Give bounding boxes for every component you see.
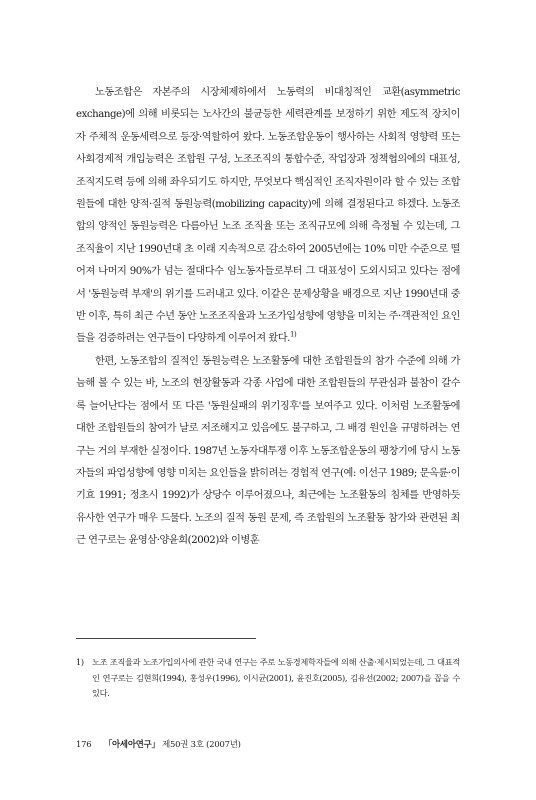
- footnote-text: 노조 조직율과 노조가입의사에 관한 국내 연구는 주로 노동경제학자들에 의해 산출·제시되었는데, 그 대표적인 연구로는 김현희(1994), 홍성우(1996), 이시균(2001), 윤진호(2005), 김유선(2002; 2007)을 꼽을 수 있다.: [92, 657, 460, 698]
- paragraph-2: 한편, 노동조합의 질적인 동원능력은 노조활동에 대한 조합원들의 참가 수준에 의해 가늠해 볼 수 있는 바, 노조의 현장활동과 각종 사업에 대한 조합원들의 무관심과 불참이 갈수록 늘어난다는 점에서 또 다른 '동원실패의 위기징후'를 보여주고 있다. 이처럼 노조활동에 대한 조합원들의 참여가 날로 저조해지고 있음에도 불구하고, 그 배경 원인을 규명하려는 연구는 거의 부재한 실정이다. 1987년 노동자대투쟁 이후 노동조합운동의 팽창기에 당시 노동자들의 파업성향에 영향 미치는 요인들을 밝히려는 경험적 연구(예: 이선구 1989; 문옥륜·이기효 1991; 정초시 1992)가 상당수 이루어졌으나, 최근에는 노조활동의 침체를 반영하듯 유사한 연구가 매우 드물다. 노조의 질적 동원 문제, 즉 조합원의 노조활동 참가와 관련된 최근 연구로는 윤영삼·양윤희(2002)와 이병훈: [76, 355, 460, 547]
- page-footer: [76, 738, 241, 750]
- footnote-reference: 1): [289, 331, 297, 340]
- footnote-number: 1): [76, 657, 84, 667]
- page-number: 176: [76, 739, 92, 749]
- footnote: [76, 655, 460, 702]
- footnote-divider: [76, 638, 256, 639]
- journal-title: 「아세아연구」: [103, 739, 160, 749]
- journal-issue: 제50권 3호 (2007년): [162, 739, 241, 749]
- paragraph-1: [76, 82, 460, 351]
- paragraph-1-text: 노동조합은 자본주의 시장체제하에서 노동력의 비대칭적인 교환(asymmetric exchange)에 의해 비롯되는 노사간의 불균등한 세력관계를 보정하기 위한 제도적 장치이자 주체적 운동세력으로 등장·역할하여 왔다. 노동조합운동이 행사하는 사회적 영향력 또는 사회경제적 개입능력은 조합원 구성, 노조조직의 통합수준, 작업장과 정책협의에의 대표성, 조직지도력 등에 의해 좌우되기도 하지만, 무엇보다 핵심적인 조직자원이라 할 수 있는 조합원들에 대한 양적·질적 동원능력(mobilizing capacity)에 의해 결정된다고 하겠다. 노동조합의 양적인 동원능력은 다름아닌 노조 조직율 또는 조직규모에 의해 측정될 수 있는데, 그 조직율이 지난 1990년대 초 이래 지속적으로 감소하여 2005년에는 10% 미만 수준으로 떨어져 나머지 90%가 넘는 절대다수 임노동자들로부터 그 대표성이 도외시되고 있다는 점에서 '동원능력 부재'의 위기를 드러내고 있다. 이같은 문제상황을 배경으로 지난 1990년대 중반 이후, 특히 최근 수년 동안 노조조직율과 노조가입성향에 영향을 미치는 주·객관적인 요인들을 검증하려는 연구들이 다양하게 이루어져 왔다.: [76, 87, 460, 345]
- body-text: [76, 82, 460, 553]
